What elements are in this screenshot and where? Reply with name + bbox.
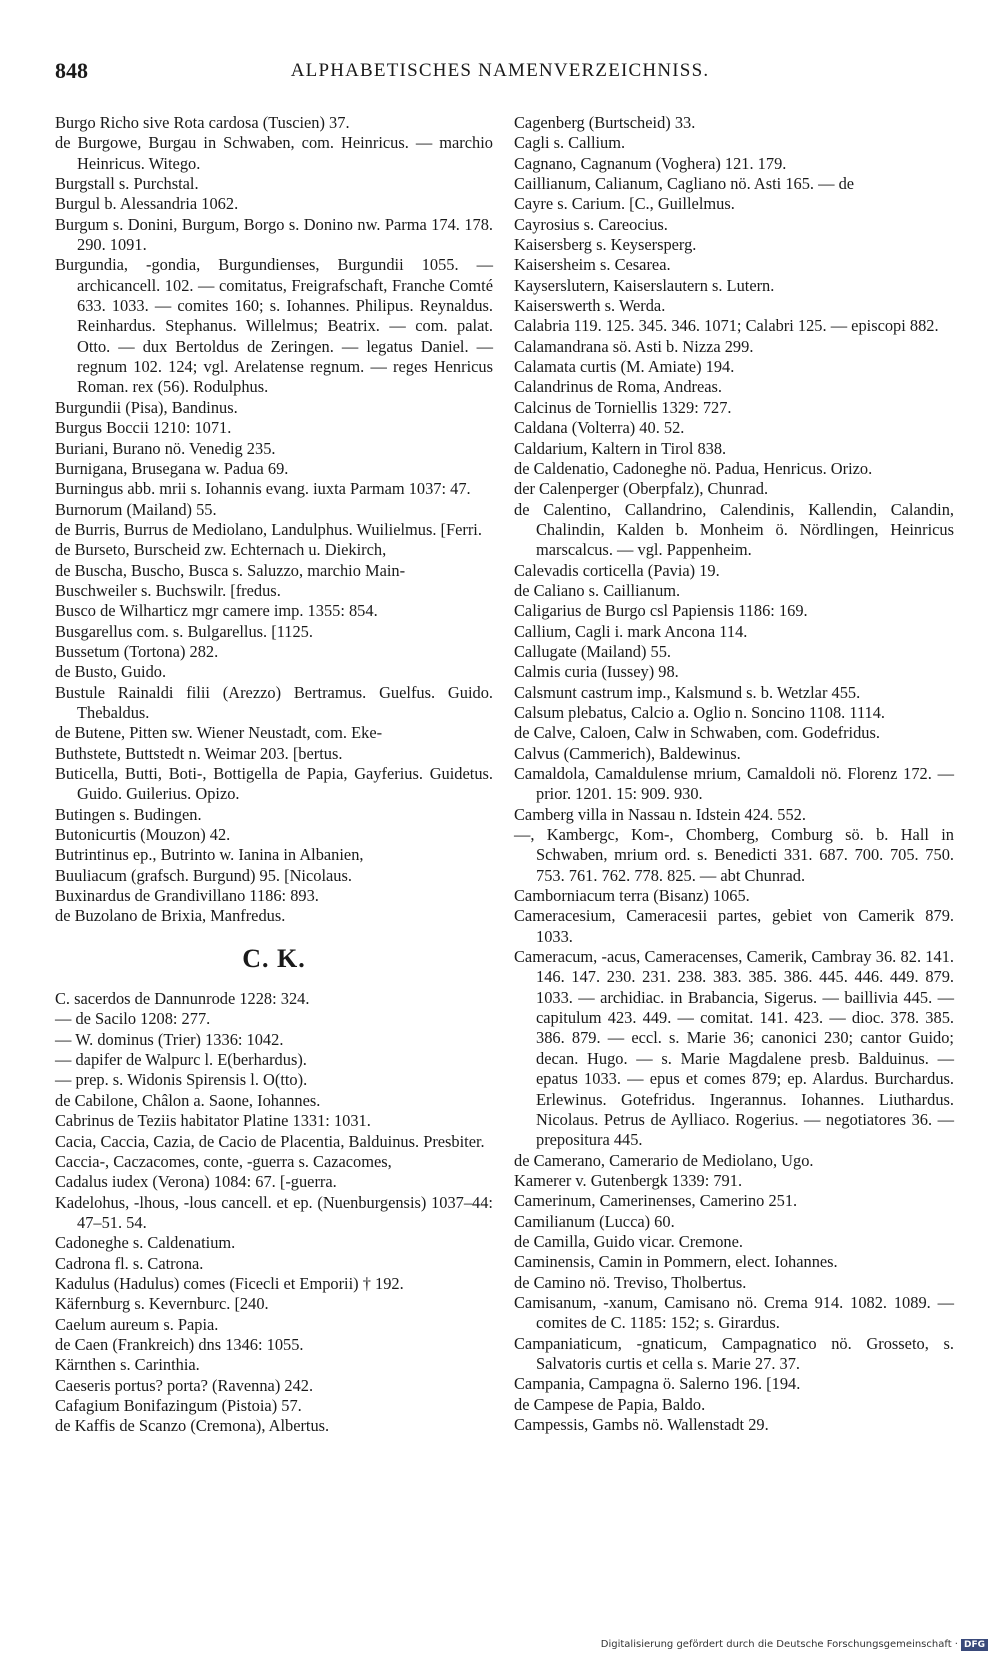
index-entry: Cafagium Bonifazingum (Pistoia) 57. [55,1395,302,1415]
index-entry: Buthstete, Buttstedt n. Weimar 203. [bertus. [55,743,343,763]
index-entry: Kadulus (Hadulus) comes (Ficecli et Emporii) † 192. [55,1273,404,1293]
running-title: ALPHABETISCHES NAMENVERZEICHNISS. [290,60,710,81]
index-entry: Caldarium, Kaltern in Tirol 838. [514,438,727,458]
index-entry: Buxinardus de Grandivillano 1186: 893. [55,886,319,906]
index-entry: Calabria 119. 125. 345. 346. 1071; Calabri 125. — episcopi 882. [514,316,939,336]
index-entry: Busgarellus com. s. Bulgarellus. [1125. [55,621,313,641]
index-entry: de Busto, Guido. [55,662,167,682]
index-entry: de Butene, Pitten sw. Wiener Neustadt, com. Eke- [55,723,383,743]
index-entry: de Caliano s. Caillianum. [514,580,681,600]
footer-text: Digitalisierung gefördert durch die Deutsche Forschungsgemeinschaft [600,1639,952,1650]
index-entry: Cayre s. Carium. [C., Guillelmus. [514,194,735,214]
index-entry: Burnorum (Mailand) 55. [55,499,217,519]
index-entry: Kaisersberg s. Keysersperg. [514,235,697,255]
index-entry: Butonicurtis (Mouzon) 42. [55,825,231,845]
section-heading: C. K. [242,943,306,973]
index-entry: Burgstall s. Purchstal. [55,174,199,194]
index-entry: Caldana (Volterra) 40. 52. [514,418,685,438]
index-entry: Campessis, Gambs nö. Wallenstadt 29. [514,1415,769,1434]
index-entry: de Cabilone, Châlon a. Saone, Iohannes. [55,1090,321,1110]
index-entry: Campaniaticum, -gnaticum, Campagnatico nö. Grosseto, s. Salvatoris curtis et cella s. Marie 27. 37. [514,1333,954,1373]
index-entry: Calsmunt castrum imp., Kalsmund s. b. Wetzlar 455. [514,682,861,702]
index-entry: Kayserslutern, Kaiserslautern s. Lutern. [514,275,775,295]
index-entry: Calvus (Cammerich), Baldewinus. [514,743,741,763]
right-column [514,113,954,1435]
index-entry: Burgo Richo sive Rota cardosa (Tuscien) 37. [55,113,350,132]
index-entry: Burningus abb. mrii s. Iohannis evang. iuxta Parmam 1037: 47. [55,479,471,499]
index-entry: — de Sacilo 1208: 277. [55,1009,211,1029]
index-entry: Burnigana, Brusegana w. Padua 69. [55,458,289,478]
index-entry: Burgus Boccii 1210: 1071. [55,418,232,438]
index-entry: Butingen s. Budingen. [55,804,202,824]
index-entry: Caelum aureum s. Papia. [55,1314,219,1334]
index-entry: de Burseto, Burscheid zw. Echternach u. Diekirch, [55,540,387,560]
index-entry: Calevadis corticella (Pavia) 19. [514,560,720,580]
index-entry: Caeseris portus? porta? (Ravenna) 242. [55,1375,314,1395]
index-entry: Buschweiler s. Buchswilr. [fredus. [55,580,281,600]
index-entry: Buticella, Butti, Boti-, Bottigella de Papia, Gayferius. Guidetus. Guido. Guilerius. Opizo. [55,764,493,804]
index-entry: Kamerer v. Gutenbergk 1339: 791. [514,1170,743,1190]
index-entry: Kaisersheim s. Cesarea. [514,255,671,275]
index-entry: de Camilla, Guido vicar. Cremone. [514,1231,743,1251]
index-entry: de Camerano, Camerario de Mediolano, Ugo. [514,1150,814,1170]
page-number: 848 [55,58,88,83]
index-entry: Camaldola, Camaldulense mrium, Camaldoli nö. Florenz 172. — prior. 1201. 15: 909. 930. [514,764,954,804]
dfg-badge: DFG [961,1639,988,1651]
index-entry: Bustule Rainaldi filii (Arezzo) Bertramus. Guelfus. Guido. Thebaldus. [55,682,493,722]
index-entry: Burgul b. Alessandria 1062. [55,194,239,214]
index-entry: Caligarius de Burgo csl Papiensis 1186: 169. [514,601,808,621]
index-entry: Cagli s. Callium. [514,133,626,153]
index-entry: Bussetum (Tortona) 282. [55,641,219,661]
index-entry: Cagnano, Cagnanum (Voghera) 121. 179. [514,153,787,173]
index-entry: de Calve, Caloen, Calw in Schwaben, com. Godefridus. [514,723,880,743]
index-entry: Calcinus de Torniellis 1329: 727. [514,397,732,417]
index-entry: Käfernburg s. Kevernburc. [240. [55,1294,269,1314]
index-entry: — dapifer de Walpurc l. E(berhardus). [55,1050,307,1070]
index-entry: Buuliacum (grafsch. Burgund) 95. [Nicolaus. [55,865,352,885]
index-entry: de Camino nö. Treviso, Tholbertus. [514,1272,747,1292]
index-entry: de Burris, Burrus de Mediolano, Landulphus. Wuilielmus. [Ferri. [55,519,482,539]
index-entry: Butrintinus ep., Butrinto w. Ianina in Albanien, [55,845,364,865]
index-entry: de Calentino, Callandrino, Calendinis, Kallendin, Calandin, Chalindin, Kalden b. Monheim ö. Nördlingen, Heinricus marscalcus. — vgl. Pappenheim. [514,499,954,560]
index-entry: Buriani, Burano nö. Venedig 235. [55,438,276,458]
index-entry: Camborniacum terra (Bisanz) 1065. [514,886,750,906]
index-entry: C. sacerdos de Dannunrode 1228: 324. [55,989,310,1009]
index-entry: Camberg villa in Nassau n. Idstein 424. 552. [514,804,806,824]
left-entries-top [55,113,493,927]
index-entry: Calamandrana sö. Asti b. Nizza 299. [514,336,754,356]
index-entry: Burgum s. Donini, Burgum, Borgo s. Donino nw. Parma 174. 178. 290. 1091. [55,214,493,255]
index-entry: Cabrinus de Teziis habitator Platine 1331: 1031. [55,1111,371,1131]
index-entry: de Buscha, Buscho, Busca s. Saluzzo, marchio Main- [55,560,406,580]
page-header [55,58,945,88]
index-entry: —, Kambergc, Kom-, Chomberg, Comburg sö. b. Hall in Schwaben, mrium ord. s. Benedicti 331. 687. 700. 705. 750. 753. 761. 762. 778. 825. — abt Chunrad. [514,825,954,885]
index-entry: Calmis curia (Iussey) 98. [514,662,679,682]
digitization-footer [601,1639,988,1651]
index-entry: Busco de Wilharticz mgr camere imp. 1355: 854. [55,601,378,621]
index-entry: de Campese de Papia, Baldo. [514,1394,706,1414]
index-entry: Camisanum, -xanum, Camisano nö. Crema 914. 1082. 1089. — comites de C. 1185: 152; s. Girardus. [514,1292,954,1333]
index-entry: — W. dominus (Trier) 1336: 1042. [55,1029,284,1049]
index-entry: de Caen (Frankreich) dns 1346: 1055. [55,1334,304,1354]
index-entry: Camerinum, Camerinenses, Camerino 251. [514,1191,798,1211]
index-entry: de Caldenatio, Cadoneghe nö. Padua, Henricus. Orizo. [514,458,873,478]
index-entry: Burgundii (Pisa), Bandinus. [55,397,238,417]
index-entry: Caccia-, Caczacomes, conte, -guerra s. Cazacomes, [55,1151,392,1171]
index-entry: Cameracesium, Cameracesii partes, gebiet von Camerik 879. 1033. [514,906,954,946]
index-entry: Calamata curtis (M. Amiate) 194. [514,357,735,377]
index-entry: Calsum plebatus, Calcio a. Oglio n. Soncino 1108. 1114. [514,702,886,722]
dfg-logo: · DFG [952,1639,988,1650]
left-column [55,113,493,1437]
index-entry: Kadelohus, -lhous, -lous cancell. et ep. (Nuenburgensis) 1037–44: 47–51. 54. [55,1192,493,1232]
index-entry: Caillianum, Calianum, Cagliano nö. Asti 165. — de [514,174,855,194]
index-entry: Campania, Campagna ö. Salerno 196. [194. [514,1374,801,1394]
index-entry: Callium, Cagli i. mark Ancona 114. [514,621,748,641]
index-entry: Burgundia, -gondia, Burgundienses, Burgundii 1055. — archicancell. 102. — comitatus, Freigrafschaft, Franche Comté 633. 1033. — comites 160; s. Iohannes. Philipus. Reynaldus. Reinhardus. Stephanus. Willelmus; Beatrix. — com. palat. Otto. — dux Bertoldus de Zeringen. — legatus Daniel. — regnum 102. 124; vgl. Arelatense regnum. — reges Henricus Roman. rex (56). Rodulphus. [55,255,493,397]
index-entry: de Buzolano de Brixia, Manfredus. [55,906,286,926]
index-entry: Kaiserswerth s. Werda. [514,296,666,316]
index-entry: de Burgowe, Burgau in Schwaben, com. Heinricus. — marchio Heinricus. Witego. [55,133,493,173]
index-entry: Callugate (Mailand) 55. [514,641,672,661]
index-entry: Cadalus iudex (Verona) 1084: 67. [-guerra. [55,1172,337,1192]
index-entry: Caminensis, Camin in Pommern, elect. Iohannes. [514,1252,838,1272]
index-entry: Cadoneghe s. Caldenatium. [55,1233,236,1253]
index-entry: de Kaffis de Scanzo (Cremona), Albertus. [55,1416,330,1436]
index-entry: Cadrona fl. s. Catrona. [55,1253,204,1273]
index-entry: Cacia, Caccia, Cazia, de Cacio de Placentia, Balduinus. Presbiter. [55,1131,485,1151]
left-entries-bottom [55,989,493,1437]
index-entry: Camilianum (Lucca) 60. [514,1211,675,1231]
index-entry: Calandrinus de Roma, Andreas. [514,377,723,397]
index-entry: der Calenperger (Oberpfalz), Chunrad. [514,479,769,499]
index-entry: Cameracum, -acus, Cameracenses, Camerik, Cambray 36. 82. 141. 146. 147. 230. 231. 238. 383. 385. 386. 445. 446. 449. 879. 1033. — archidiac. in Brabancia, Sigerus. — baillivia 445. — capitulum 423. 449. — comitat. 141. 423. — dioc. 378. 385. 386. 879. — eccl. s. Marie 36; canonici 230; cantor Guido; decan. Hugo. — s. Marie Magdalene presb. Balduinus. — epatus 1033. — epus et comes 879; ep. Alardus. Burchardus. Erlewinus. Gotefridus. Ingerannus. Iohannes. Liuthardus. Nicolaus. Petrus de Aylliaco. Rogerius. — negotiatores 36. — prepositura 445. [514,947,954,1150]
index-entry: — prep. s. Widonis Spirensis l. O(tto). [55,1070,308,1090]
index-entry: Cagenberg (Burtscheid) 33. [514,113,696,132]
index-entry: Kärnthen s. Carinthia. [55,1355,200,1375]
index-entry: Cayrosius s. Careocius. [514,214,668,234]
